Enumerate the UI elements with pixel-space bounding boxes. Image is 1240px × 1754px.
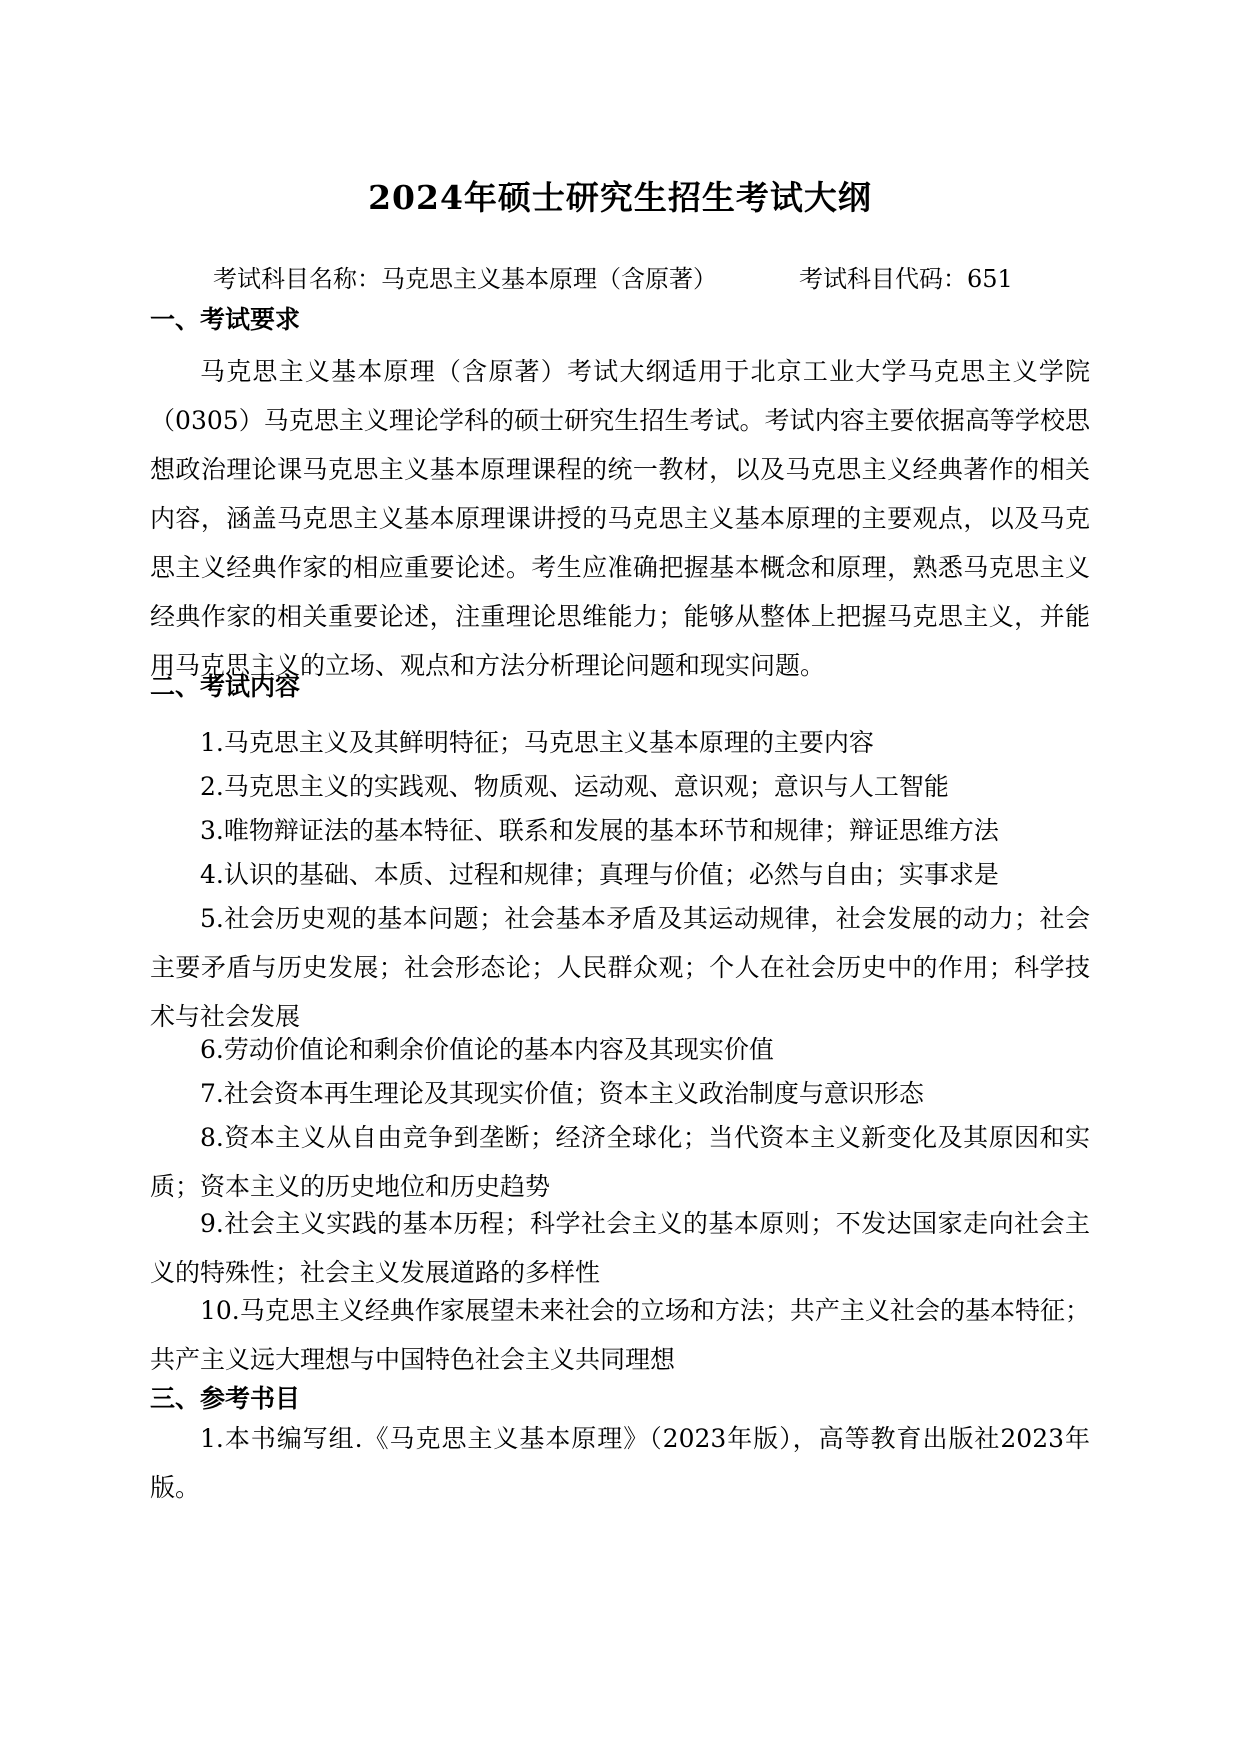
section-heading-content: 二、考试内容	[150, 672, 301, 701]
section-heading-requirements: 一、考试要求	[150, 305, 301, 334]
content-item-6: 6.劳动价值论和剩余价值论的基本内容及其现实价值	[200, 1035, 774, 1064]
content-item-3: 3.唯物辩证法的基本特征、联系和发展的基本环节和规律；辩证思维方法	[200, 816, 999, 845]
content-item-9: 9.社会主义实践的基本历程；科学社会主义的基本原则；不发达国家走向社会主义的特殊性；社会主义发展道路的多样性	[150, 1209, 1090, 1287]
content-item-2: 2.马克思主义的实践观、物质观、运动观、意识观；意识与人工智能	[200, 772, 949, 801]
subject-name: 考试科目名称：马克思主义基本原理（含原著）	[213, 265, 717, 293]
section-heading-references: 三、参考书目	[150, 1384, 301, 1413]
content-item-4: 4.认识的基础、本质、过程和规律；真理与价值；必然与自由；实事求是	[200, 860, 999, 889]
subject-info-line	[213, 262, 1113, 296]
content-item-8: 8.资本主义从自由竞争到垄断；经济全球化；当代资本主义新变化及其原因和实质；资本主义的历史地位和历史趋势	[150, 1123, 1090, 1201]
reference-item-1: 1.本书编写组.《马克思主义基本原理》（2023年版），高等教育出版社2023年版。	[150, 1424, 1090, 1502]
document-title: 2024年硕士研究生招生考试大纲	[368, 178, 872, 217]
content-item-10: 10.马克思主义经典作家展望未来社会的立场和方法；共产主义社会的基本特征；共产主义远大理想与中国特色社会主义共同理想	[150, 1296, 1090, 1374]
content-item-5: 5.社会历史观的基本问题；社会基本矛盾及其运动规律，社会发展的动力；社会主要矛盾与历史发展；社会形态论；人民群众观；个人在社会历史中的作用；科学技术与社会发展	[150, 904, 1090, 1031]
content-item-7: 7.社会资本再生理论及其现实价值；资本主义政治制度与意识形态	[200, 1079, 924, 1108]
requirements-paragraph: 马克思主义基本原理（含原著）考试大纲适用于北京工业大学马克思主义学院（0305）马克思主义理论学科的硕士研究生招生考试。考试内容主要依据高等学校思想政治理论课马克思主义基本原理课程的统一教材，以及马克思主义经典著作的相关内容，涵盖马克思主义基本原理课讲授的马克思主义基本原理的主要观点，以及马克思主义经典作家的相应重要论述。考生应准确把握基本概念和原理，熟悉马克思主义经典作家的相关重要论述，注重理论思维能力；能够从整体上把握马克思主义，并能用马克思主义的立场、观点和方法分析理论问题和现实问题。	[150, 357, 1090, 680]
subject-code: 考试科目代码：651	[799, 265, 1013, 293]
content-item-1: 1.马克思主义及其鲜明特征；马克思主义基本原理的主要内容	[200, 728, 874, 757]
